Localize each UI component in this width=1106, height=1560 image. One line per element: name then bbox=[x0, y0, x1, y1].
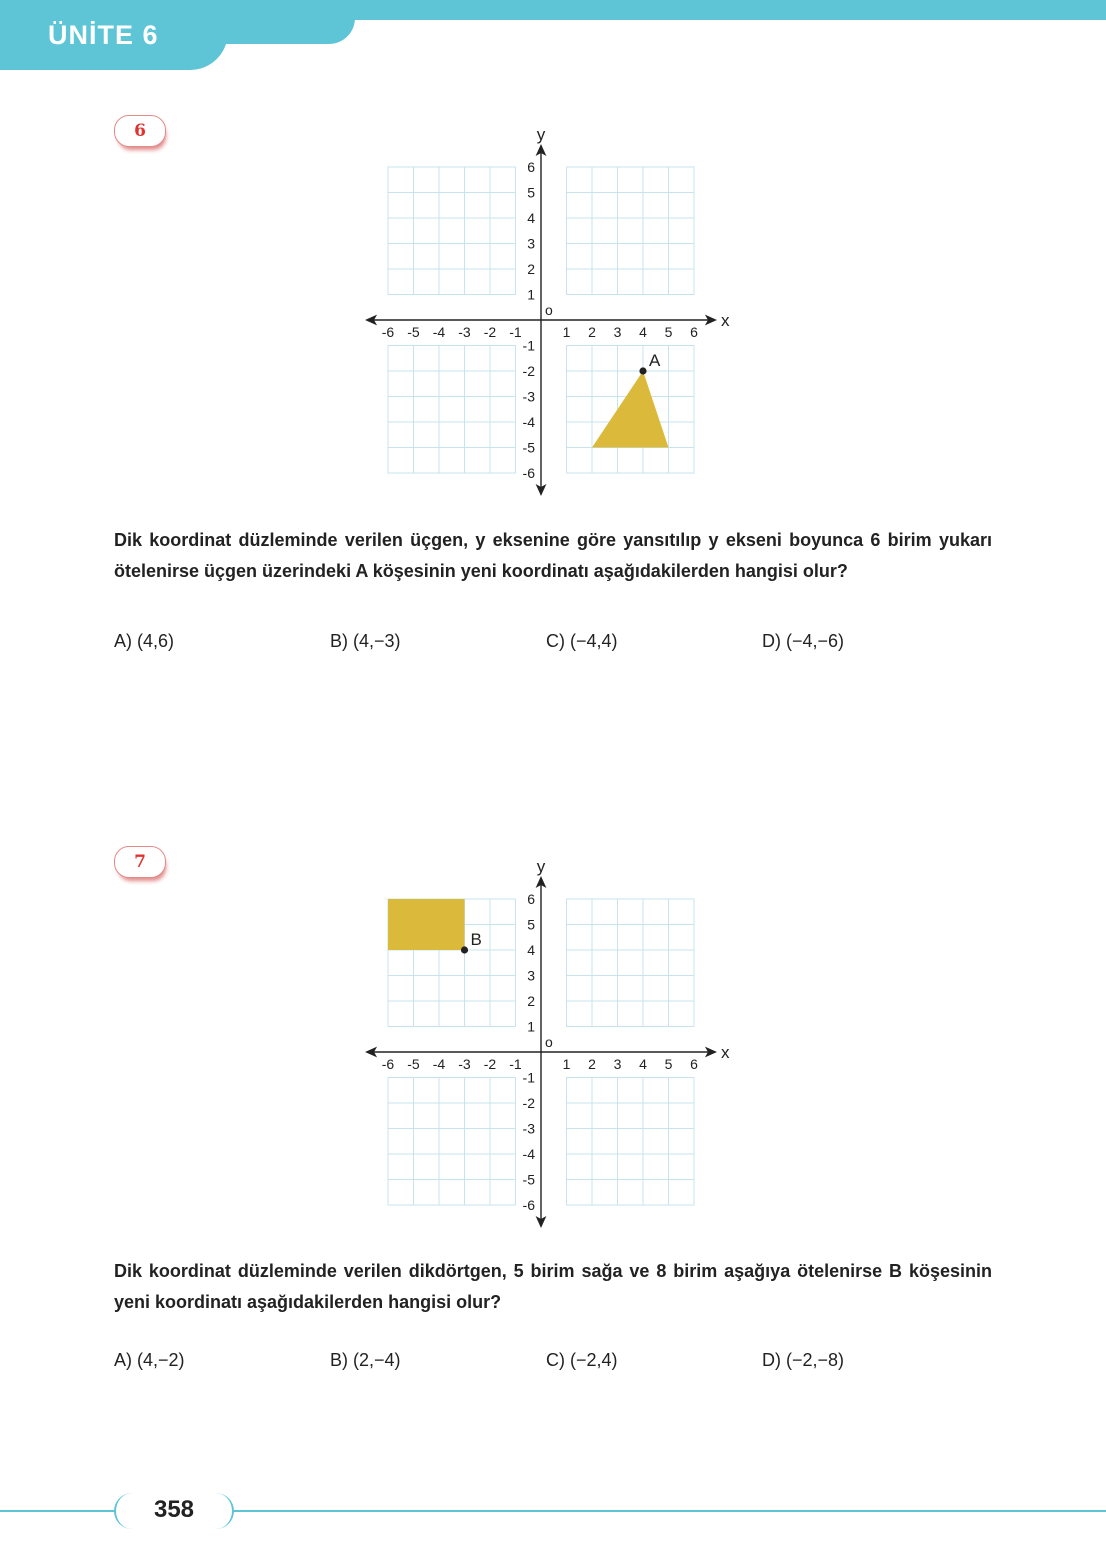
x-tick-label: -3 bbox=[458, 1056, 471, 1072]
grid-cell bbox=[414, 1001, 440, 1027]
x-tick-label: -4 bbox=[432, 324, 446, 340]
grid-cell bbox=[618, 1129, 644, 1155]
grid-cell bbox=[669, 925, 695, 951]
grid-cell bbox=[439, 1129, 465, 1155]
grid-cell bbox=[388, 269, 414, 295]
grid-cell bbox=[439, 1180, 465, 1206]
grid-cell bbox=[669, 1129, 695, 1155]
grid-cell bbox=[592, 1103, 618, 1129]
grid-cell bbox=[643, 1154, 669, 1180]
grid-cell bbox=[643, 899, 669, 925]
grid-cell bbox=[439, 218, 465, 244]
grid-cell bbox=[618, 244, 644, 270]
option-b[interactable]: B) (2,−4) bbox=[330, 1350, 401, 1370]
grid-cell bbox=[618, 167, 644, 193]
grid-cell bbox=[643, 925, 669, 951]
y-tick-label: 2 bbox=[527, 261, 535, 277]
grid-cell bbox=[465, 1103, 491, 1129]
x-tick-label: 3 bbox=[613, 1056, 622, 1072]
grid-cell bbox=[618, 218, 644, 244]
grid-cell bbox=[669, 397, 695, 423]
grid-cell bbox=[643, 1001, 669, 1027]
grid-cell bbox=[669, 346, 695, 372]
grid-cell bbox=[388, 193, 414, 219]
grid-cell bbox=[567, 950, 593, 976]
grid-cell bbox=[592, 1180, 618, 1206]
option-d[interactable]: D) (−4,−6) bbox=[762, 631, 845, 651]
grid-cell bbox=[643, 218, 669, 244]
grid-cell bbox=[669, 976, 695, 1002]
shape-triangle bbox=[592, 371, 669, 448]
grid-cell bbox=[669, 244, 695, 270]
y-tick-label: -6 bbox=[522, 1197, 535, 1213]
grid-cell bbox=[567, 422, 593, 448]
grid-cell bbox=[592, 244, 618, 270]
grid-cell bbox=[414, 950, 440, 976]
grid-cell bbox=[490, 218, 516, 244]
grid-cell bbox=[643, 1180, 669, 1206]
grid-cell bbox=[669, 269, 695, 295]
grid-cell bbox=[669, 1154, 695, 1180]
grid-cell bbox=[388, 346, 414, 372]
grid-cell bbox=[567, 899, 593, 925]
grid-cell bbox=[618, 269, 644, 295]
grid-cell bbox=[388, 976, 414, 1002]
grid-cell bbox=[669, 167, 695, 193]
grid-cell bbox=[490, 1103, 516, 1129]
grid-cell bbox=[669, 193, 695, 219]
y-tick-label: -3 bbox=[522, 388, 535, 405]
grid-cell bbox=[388, 1078, 414, 1104]
shape-rectangle bbox=[388, 899, 465, 950]
x-tick-label: 3 bbox=[613, 324, 622, 340]
grid-cell bbox=[439, 371, 465, 397]
grid-cell bbox=[618, 193, 644, 219]
grid-cell bbox=[414, 422, 440, 448]
grid-cell bbox=[490, 269, 516, 295]
question-number-badge: 7 bbox=[114, 846, 166, 878]
x-tick-label: 4 bbox=[639, 1056, 647, 1072]
grid-cell bbox=[669, 899, 695, 925]
grid-cell bbox=[388, 950, 414, 976]
grid-cell bbox=[465, 422, 491, 448]
y-axis-label: y bbox=[536, 125, 546, 145]
grid-cell bbox=[388, 1001, 414, 1027]
grid-cell bbox=[414, 1078, 440, 1104]
grid-cell bbox=[618, 976, 644, 1002]
grid-cell bbox=[414, 193, 440, 219]
grid-cell bbox=[388, 1103, 414, 1129]
option-c[interactable]: C) (−4,4) bbox=[546, 631, 618, 651]
grid-cell bbox=[567, 925, 593, 951]
grid-cell bbox=[567, 1001, 593, 1027]
grid-cell bbox=[592, 218, 618, 244]
x-tick-label: -2 bbox=[483, 324, 497, 340]
x-tick-label: 6 bbox=[690, 1056, 698, 1072]
grid-cell bbox=[592, 448, 618, 474]
grid-cell bbox=[592, 346, 618, 372]
x-tick-label: -3 bbox=[458, 324, 471, 340]
grid-cell bbox=[414, 167, 440, 193]
grid-cell bbox=[669, 1001, 695, 1027]
grid-cell bbox=[439, 269, 465, 295]
grid-cell bbox=[414, 1180, 440, 1206]
y-tick-label: -3 bbox=[522, 1120, 535, 1137]
grid-cell bbox=[669, 1180, 695, 1206]
x-tick-label: 6 bbox=[690, 324, 698, 340]
grid-cell bbox=[567, 371, 593, 397]
grid-cell bbox=[592, 976, 618, 1002]
grid-cell bbox=[618, 346, 644, 372]
grid-cell bbox=[669, 950, 695, 976]
grid-cell bbox=[388, 1154, 414, 1180]
grid-cell bbox=[567, 244, 593, 270]
grid-cell bbox=[567, 976, 593, 1002]
grid-cell bbox=[490, 346, 516, 372]
grid-cell bbox=[465, 244, 491, 270]
y-tick-label: -5 bbox=[522, 1171, 535, 1188]
grid-cell bbox=[465, 976, 491, 1002]
grid-cell bbox=[669, 218, 695, 244]
y-tick-label: 3 bbox=[527, 967, 535, 984]
grid-cell bbox=[592, 1154, 618, 1180]
x-tick-label: -1 bbox=[509, 1056, 522, 1072]
y-tick-label: 1 bbox=[527, 1018, 535, 1035]
y-tick-label: 6 bbox=[527, 159, 535, 175]
grid-cell bbox=[643, 244, 669, 270]
point-dot bbox=[461, 946, 468, 953]
y-tick-label: -1 bbox=[522, 337, 535, 354]
grid-cell bbox=[618, 899, 644, 925]
grid-cell bbox=[439, 1154, 465, 1180]
grid-cell bbox=[643, 1129, 669, 1155]
x-tick-label: -5 bbox=[407, 1056, 420, 1072]
grid-cell bbox=[465, 167, 491, 193]
grid-cell bbox=[669, 422, 695, 448]
grid-cell bbox=[669, 1078, 695, 1104]
grid-cell bbox=[567, 346, 593, 372]
x-tick-label: -5 bbox=[407, 324, 420, 340]
x-tick-label: 1 bbox=[562, 1056, 571, 1072]
grid-cell bbox=[592, 371, 618, 397]
grid-cell bbox=[465, 371, 491, 397]
grid-cell bbox=[490, 976, 516, 1002]
x-tick-label: 5 bbox=[664, 1056, 673, 1072]
grid-cell bbox=[643, 976, 669, 1002]
x-axis-label: x bbox=[720, 311, 730, 330]
grid-cell bbox=[490, 193, 516, 219]
grid-cell bbox=[490, 371, 516, 397]
y-tick-label: -2 bbox=[522, 363, 535, 379]
grid-cell bbox=[567, 1154, 593, 1180]
header-tab-notch bbox=[225, 18, 355, 44]
grid-cell bbox=[567, 218, 593, 244]
grid-cell bbox=[618, 925, 644, 951]
y-tick-label: -1 bbox=[522, 1069, 535, 1086]
grid-cell bbox=[414, 244, 440, 270]
grid-cell bbox=[567, 1103, 593, 1129]
grid-cell bbox=[618, 1103, 644, 1129]
grid-cell bbox=[465, 1129, 491, 1155]
grid-cell bbox=[567, 448, 593, 474]
origin-label: o bbox=[545, 1034, 553, 1050]
grid-cell bbox=[465, 1078, 491, 1104]
point-label: A bbox=[649, 351, 661, 370]
x-tick-label: -4 bbox=[432, 1056, 446, 1072]
origin-label: o bbox=[545, 302, 553, 318]
grid-cell bbox=[465, 1180, 491, 1206]
grid-cell bbox=[567, 167, 593, 193]
grid-cell bbox=[388, 397, 414, 423]
grid-cell bbox=[618, 1001, 644, 1027]
footer-line bbox=[225, 1510, 1106, 1512]
y-tick-label: -5 bbox=[522, 439, 535, 456]
option-b[interactable]: B) (4,−3) bbox=[330, 631, 401, 651]
question-text: Dik koordinat düzleminde verilen dikdörtgen, 5 birim sağa ve 8 birim aşağıya ötelenirse B köşesinin yeni koordinatı aşağıdakilerden hangisi olur? bbox=[114, 1261, 992, 1312]
x-tick-label: 5 bbox=[664, 324, 673, 340]
grid-cell bbox=[414, 1129, 440, 1155]
grid-cell bbox=[643, 1078, 669, 1104]
option-a[interactable]: A) (4,6) bbox=[114, 631, 175, 651]
y-tick-label: 3 bbox=[527, 235, 535, 252]
y-tick-label: 6 bbox=[527, 891, 535, 907]
grid-cell bbox=[490, 899, 516, 925]
y-tick-label: -4 bbox=[522, 1146, 535, 1162]
grid-cell bbox=[465, 397, 491, 423]
x-tick-label: 1 bbox=[562, 324, 571, 340]
question-number-badge: 6 bbox=[114, 115, 166, 147]
grid-cell bbox=[439, 448, 465, 474]
grid-cell bbox=[669, 1103, 695, 1129]
point-dot bbox=[639, 367, 646, 374]
grid-cell bbox=[490, 950, 516, 976]
grid-cell bbox=[643, 448, 669, 474]
page-number: 358 bbox=[153, 1496, 195, 1523]
grid-cell bbox=[414, 269, 440, 295]
grid-cell bbox=[465, 218, 491, 244]
grid-cell bbox=[465, 448, 491, 474]
grid-cell bbox=[439, 1078, 465, 1104]
grid-cell bbox=[618, 448, 644, 474]
grid-cell bbox=[414, 371, 440, 397]
y-tick-label: 2 bbox=[527, 993, 535, 1009]
unit-label: ÜNİTE 6 bbox=[48, 20, 159, 50]
grid-cell bbox=[567, 1129, 593, 1155]
x-tick-label: 4 bbox=[639, 324, 647, 340]
grid-cell bbox=[567, 1180, 593, 1206]
y-tick-label: -2 bbox=[522, 1095, 535, 1111]
question-text: Dik koordinat düzleminde verilen üçgen, y eksenine göre yansıtılıp y ekseni boyunca 6 birim yukarı ötelenirse üçgen üzerindeki A köşesinin yeni koordinatı aşağıdakilerden hangisi olur? bbox=[114, 530, 992, 581]
grid-cell bbox=[643, 193, 669, 219]
grid-cell bbox=[439, 1103, 465, 1129]
grid-cell bbox=[490, 397, 516, 423]
x-tick-label: -6 bbox=[381, 324, 395, 340]
grid-cell bbox=[592, 1001, 618, 1027]
grid-cell bbox=[439, 1001, 465, 1027]
grid-cell bbox=[414, 1154, 440, 1180]
grid-cell bbox=[490, 1180, 516, 1206]
grid-cell bbox=[388, 371, 414, 397]
grid-cell bbox=[567, 269, 593, 295]
grid-cell bbox=[490, 1001, 516, 1027]
y-tick-label: -6 bbox=[522, 465, 535, 481]
grid-cell bbox=[465, 1001, 491, 1027]
grid-cell bbox=[618, 950, 644, 976]
grid-cell bbox=[439, 167, 465, 193]
grid-cell bbox=[388, 1180, 414, 1206]
grid-cell bbox=[465, 1154, 491, 1180]
x-tick-label: -2 bbox=[483, 1056, 497, 1072]
coordinate-grid bbox=[355, 857, 735, 1227]
grid-cell bbox=[414, 448, 440, 474]
grid-cell bbox=[388, 1129, 414, 1155]
grid-cell bbox=[592, 1078, 618, 1104]
grid-cell bbox=[490, 1078, 516, 1104]
grid-cell bbox=[567, 1078, 593, 1104]
footer-line bbox=[0, 1510, 125, 1512]
grid-cell bbox=[414, 397, 440, 423]
y-tick-label: 5 bbox=[527, 916, 535, 933]
grid-cell bbox=[490, 422, 516, 448]
grid-cell bbox=[490, 167, 516, 193]
grid-cell bbox=[465, 269, 491, 295]
grid-cell bbox=[669, 448, 695, 474]
grid-cell bbox=[388, 167, 414, 193]
grid-cell bbox=[439, 193, 465, 219]
grid-cell bbox=[592, 269, 618, 295]
grid-cell bbox=[439, 976, 465, 1002]
y-tick-label: 1 bbox=[527, 286, 535, 303]
grid-cell bbox=[388, 422, 414, 448]
x-tick-label: -6 bbox=[381, 1056, 395, 1072]
grid-cell bbox=[465, 193, 491, 219]
y-tick-label: 5 bbox=[527, 184, 535, 201]
option-c[interactable]: C) (−2,4) bbox=[546, 1350, 618, 1370]
grid-cell bbox=[490, 1129, 516, 1155]
option-d[interactable]: D) (−2,−8) bbox=[762, 1350, 845, 1370]
grid-cell bbox=[618, 1180, 644, 1206]
grid-cell bbox=[490, 448, 516, 474]
grid-cell bbox=[465, 950, 491, 976]
grid-cell bbox=[439, 397, 465, 423]
grid-cell bbox=[669, 371, 695, 397]
grid-cell bbox=[439, 346, 465, 372]
grid-cell bbox=[388, 448, 414, 474]
x-axis-label: x bbox=[720, 1043, 730, 1062]
grid-cell bbox=[388, 218, 414, 244]
y-tick-label: 4 bbox=[527, 942, 535, 958]
grid-cell bbox=[439, 950, 465, 976]
y-tick-label: -4 bbox=[522, 414, 535, 430]
grid-cell bbox=[414, 1103, 440, 1129]
grid-cell bbox=[592, 899, 618, 925]
grid-cell bbox=[439, 244, 465, 270]
grid-cell bbox=[490, 925, 516, 951]
grid-cell bbox=[618, 1078, 644, 1104]
x-tick-label: 2 bbox=[588, 1056, 596, 1072]
x-tick-label: 2 bbox=[588, 324, 596, 340]
grid-cell bbox=[414, 346, 440, 372]
y-tick-label: 4 bbox=[527, 210, 535, 226]
grid-cell bbox=[567, 397, 593, 423]
grid-cell bbox=[618, 1154, 644, 1180]
x-tick-label: -1 bbox=[509, 324, 522, 340]
coordinate-grid bbox=[355, 125, 735, 495]
grid-cell bbox=[439, 422, 465, 448]
grid-cell bbox=[592, 193, 618, 219]
option-a[interactable]: A) (4,−2) bbox=[114, 1350, 185, 1370]
grid-cell bbox=[465, 899, 491, 925]
grid-cell bbox=[643, 950, 669, 976]
grid-cell bbox=[490, 1154, 516, 1180]
point-label: B bbox=[470, 930, 482, 949]
grid-cell bbox=[643, 1103, 669, 1129]
grid-cell bbox=[414, 218, 440, 244]
grid-cell bbox=[643, 269, 669, 295]
grid-cell bbox=[567, 193, 593, 219]
grid-cell bbox=[388, 244, 414, 270]
grid-cell bbox=[465, 346, 491, 372]
grid-cell bbox=[490, 244, 516, 270]
y-axis-label: y bbox=[536, 857, 546, 877]
grid-cell bbox=[592, 925, 618, 951]
grid-cell bbox=[643, 167, 669, 193]
grid-cell bbox=[592, 167, 618, 193]
grid-cell bbox=[592, 1129, 618, 1155]
grid-cell bbox=[414, 976, 440, 1002]
grid-cell bbox=[592, 950, 618, 976]
